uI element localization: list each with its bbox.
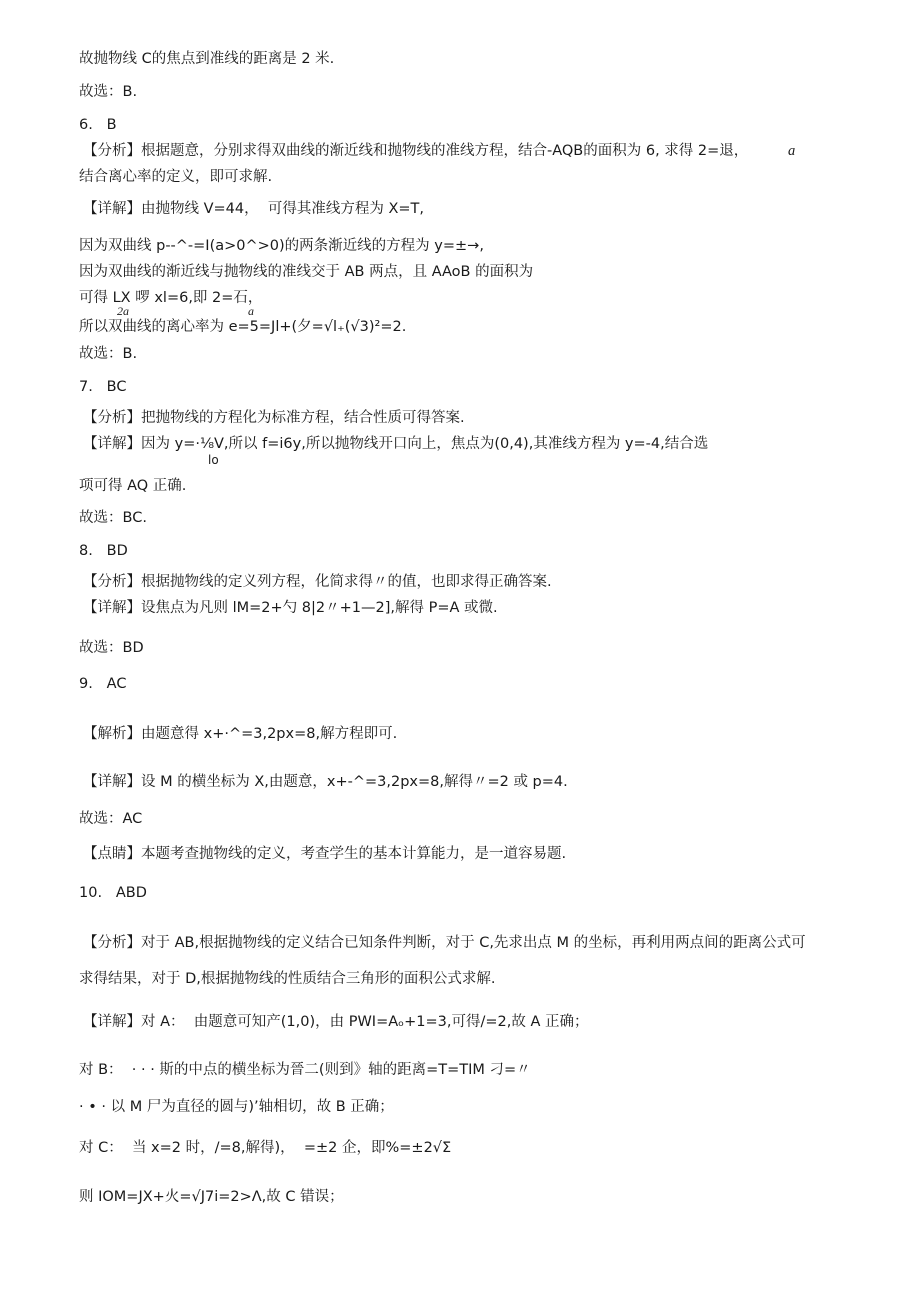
text-line: 故选：B. [79, 84, 138, 100]
text-line: 项可得 AQ 正确. [79, 478, 187, 494]
text-line: 故选：BC. [79, 510, 147, 526]
subscript-text: lo [208, 453, 219, 467]
text-line: 结合离心率的定义，即可求解. [79, 169, 273, 185]
text-line: 对 C： 当 x=2 时，/=8,解得)， =±2 企，即%=±2√Σ [79, 1140, 452, 1156]
analysis-line: 【解析】由题意得 x+·^=3,2px=8,解方程即可. [83, 726, 398, 742]
text-line: 求得结果，对于 D,根据抛物线的性质结合三角形的面积公式求解. [79, 971, 496, 987]
detail-line: 【详解】对 A： 由题意可知产(1,0)，由 PWI=Aₒ+1=3,可得/=2,故 A 正确； [83, 1014, 589, 1030]
subscript-text: a [248, 304, 254, 318]
text-line: 故选：BD [79, 640, 144, 656]
annotation-text: a [788, 143, 796, 159]
text-line: 因为双曲线的渐近线与抛物线的准线交于 AB 两点，且 AAoB 的面积为 [79, 264, 534, 280]
text-line: 故抛物线 C的焦点到准线的距离是 2 米. [79, 51, 335, 67]
text-line: 则 IOM=JX+火=√J7i=2>Λ,故 C 错误； [79, 1189, 344, 1205]
text-line: 因为双曲线 p--^-=I(a>0^>0)的两条渐近线的方程为 y=±→, [79, 238, 484, 254]
question-number: 9. AC [79, 676, 127, 692]
question-number: 10. ABD [79, 885, 147, 901]
analysis-line: 【分析】根据题意，分别求得双曲线的渐近线和抛物线的准线方程，结合-AQB的面积为 6, 求得 2=退， [83, 143, 749, 159]
analysis-line: 【分析】把抛物线的方程化为标准方程，结合性质可得答案. [83, 410, 465, 426]
question-number: 7. BC [79, 379, 127, 395]
text-line: 故选：AC [79, 811, 143, 827]
question-number: 6. B [79, 117, 117, 133]
comment-line: 【点睛】本题考查抛物线的定义，考查学生的基本计算能力，是一道容易题. [83, 846, 567, 862]
subscript-text: 2a [117, 304, 129, 318]
detail-line: 【详解】设 M 的横坐标为 X,由题意，x+-^=3,2px=8,解得〃=2 或 p=4. [83, 774, 568, 790]
text-line: 故选：B. [79, 346, 138, 362]
text-line: 对 B： · · · 斯的中点的横坐标为晉二(则到》轴的距离=T=TIM 刁=〃 [79, 1062, 531, 1078]
text-line: · • · 以 M 尸为直径的圆与)’轴相切，故 B 正确； [79, 1099, 394, 1115]
analysis-line: 【分析】对于 AB,根据抛物线的定义结合已知条件判断，对于 C,先求出点 M 的坐标，再利用两点间的距离公式可 [83, 935, 806, 951]
text-line: 所以双曲线的离心率为 e=5=Jl+(夕=√l₊(√3)²=2. [79, 319, 407, 335]
detail-line: 【详解】因为 y=·⅛V,所以 f=i6y,所以抛物线开口向上，焦点为(0,4),其准线方程为 y=-4,结合选 [83, 436, 709, 452]
detail-line: 【详解】由抛物线 V=44， 可得其准线方程为 X=T, [83, 201, 425, 217]
text-line: 可得 LX 啰 xl=6,即 2=石， [79, 290, 263, 306]
analysis-line: 【分析】根据抛物线的定义列方程，化简求得〃的值，也即求得正确答案. [83, 574, 552, 590]
question-number: 8. BD [79, 543, 128, 559]
detail-line: 【详解】设焦点为凡则 lM=2+勺 8|2〃+1—2],解得 P=A 或微. [83, 600, 498, 616]
